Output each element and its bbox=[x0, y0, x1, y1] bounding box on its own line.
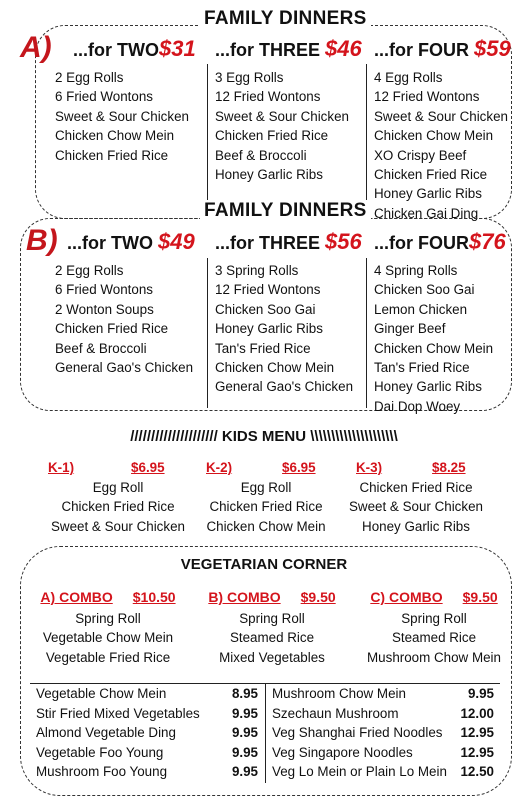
menu-item: 6 Fried Wontons bbox=[55, 89, 153, 105]
veg-name: Stir Fried Mixed Vegetables bbox=[36, 705, 200, 721]
kids-menu-header: ///////////////////// KIDS MENU \\\\\\\\\\\\\\\\\\\\\ bbox=[130, 428, 398, 445]
col-price: $49 bbox=[158, 229, 195, 254]
veg-row bbox=[36, 743, 258, 763]
menu-item: 12 Fried Wontons bbox=[215, 282, 321, 298]
kid-item: Honey Garlic Ribs bbox=[362, 518, 470, 534]
family-a-divider-2 bbox=[366, 64, 367, 214]
veg-row bbox=[272, 723, 494, 743]
veg-price: 9.95 bbox=[467, 686, 494, 701]
menu-item: Sweet & Sour Chicken bbox=[374, 108, 508, 124]
kid-price: $8.25 bbox=[432, 460, 466, 475]
menu-item: 4 Egg Rolls bbox=[374, 70, 443, 85]
col-label: ...for FOUR bbox=[374, 40, 469, 60]
veg-price: 8.95 bbox=[231, 686, 258, 701]
combo-item: Steamed Rice bbox=[229, 630, 315, 646]
col-price: $56 bbox=[325, 229, 362, 254]
veg-name: Szechaun Mushroom bbox=[272, 705, 399, 721]
veg-row bbox=[272, 684, 494, 704]
kid-item: Egg Roll bbox=[240, 480, 292, 495]
kid-item: Chicken Fried Rice bbox=[209, 499, 323, 515]
menu-item: 3 Egg Rolls bbox=[215, 70, 284, 85]
menu-item: Chicken Gai Ding bbox=[374, 205, 479, 221]
combo-item: Mushroom Chow Mein bbox=[367, 649, 501, 665]
combo-price: $10.50 bbox=[132, 589, 176, 605]
kid-code: K-3) bbox=[356, 460, 383, 475]
kid-price: $6.95 bbox=[282, 460, 316, 475]
menu-item: Chicken Fried Rice bbox=[55, 147, 169, 163]
kids-col-k2 bbox=[200, 460, 332, 536]
col-label: ...for TWO bbox=[73, 40, 159, 60]
kid-price: $6.95 bbox=[131, 460, 165, 475]
veg-price: 9.95 bbox=[231, 764, 258, 780]
menu-item: Honey Garlic Ribs bbox=[374, 379, 482, 395]
col-price: $76 bbox=[469, 229, 506, 254]
vegetarian-divider-vertical bbox=[265, 683, 266, 783]
menu-item: Honey Garlic Ribs bbox=[374, 186, 482, 202]
menu-item: Chicken Chow Mein bbox=[374, 340, 494, 356]
menu-item: Chicken Chow Mein bbox=[55, 128, 175, 144]
family-a-letter: A) bbox=[20, 31, 52, 64]
menu-item: General Gao's Chicken bbox=[55, 360, 194, 376]
family-a-divider-1 bbox=[207, 64, 208, 214]
menu-item: Sweet & Sour Chicken bbox=[55, 108, 189, 124]
veg-row bbox=[36, 704, 258, 724]
family-b-col-three bbox=[215, 229, 362, 397]
veg-name: Vegetable Foo Young bbox=[36, 744, 164, 760]
veg-name: Mushroom Foo Young bbox=[36, 764, 168, 780]
veg-row bbox=[272, 743, 494, 763]
combo-price: $9.50 bbox=[462, 589, 498, 605]
kids-col-k3 bbox=[344, 460, 488, 536]
combo-price: $9.50 bbox=[300, 589, 336, 605]
combo-name: A) COMBO bbox=[40, 589, 113, 605]
menu-item: Chicken Fried Rice bbox=[55, 321, 169, 337]
combo-item: Spring Roll bbox=[75, 611, 141, 626]
menu-item: Chicken Fried Rice bbox=[374, 167, 488, 183]
menu-item: Lemon Chicken bbox=[374, 301, 468, 317]
veg-name: Almond Vegetable Ding bbox=[36, 725, 176, 741]
col-price: $31 bbox=[158, 36, 196, 61]
veg-list-right bbox=[272, 684, 494, 782]
veg-row bbox=[36, 684, 258, 704]
veg-row bbox=[36, 723, 258, 743]
combo-item: Vegetable Chow Mein bbox=[42, 630, 174, 646]
veg-price: 12.95 bbox=[460, 725, 494, 741]
veg-combo-b bbox=[200, 589, 344, 667]
menu-item: Tan's Fried Rice bbox=[215, 340, 311, 356]
menu-item: 2 Egg Rolls bbox=[55, 70, 124, 85]
combo-item: Mixed Vegetables bbox=[219, 649, 325, 665]
menu-item: General Gao's Chicken bbox=[215, 379, 354, 395]
family-b-title: FAMILY DINNERS bbox=[200, 200, 371, 224]
kid-item: Chicken Fried Rice bbox=[61, 499, 175, 515]
veg-name: Mushroom Chow Mein bbox=[272, 686, 406, 701]
combo-name: B) COMBO bbox=[208, 589, 281, 605]
combo-item: Steamed Rice bbox=[391, 630, 477, 646]
veg-name: Veg Lo Mein or Plain Lo Mein bbox=[272, 764, 447, 780]
kid-item: Chicken Fried Rice bbox=[359, 480, 473, 495]
menu-item: 12 Fried Wontons bbox=[215, 89, 321, 105]
menu-item: Tan's Fried Rice bbox=[374, 360, 470, 376]
family-a-col-three bbox=[215, 36, 362, 184]
col-label: ...for THREE bbox=[215, 40, 321, 60]
menu-item: Beef & Broccoli bbox=[215, 147, 307, 163]
combo-item: Spring Roll bbox=[401, 611, 467, 626]
vegetarian-title: VEGETARIAN CORNER bbox=[180, 556, 348, 573]
menu-item: 2 Egg Rolls bbox=[55, 263, 124, 278]
combo-item: Spring Roll bbox=[239, 611, 305, 626]
col-label: ...for TWO bbox=[67, 233, 153, 253]
menu-item: Honey Garlic Ribs bbox=[215, 321, 323, 337]
family-a-title: FAMILY DINNERS bbox=[200, 8, 371, 32]
menu-item: Ginger Beef bbox=[374, 321, 446, 337]
family-a-col-two bbox=[55, 36, 196, 165]
col-label: ...for THREE bbox=[215, 233, 321, 253]
menu-item: 3 Spring Rolls bbox=[215, 263, 299, 278]
col-label: ...for FOUR bbox=[374, 233, 469, 253]
menu-item: Beef & Broccoli bbox=[55, 340, 147, 356]
kid-code: K-2) bbox=[206, 460, 233, 475]
kid-code: K-1) bbox=[48, 460, 75, 475]
menu-item: Chicken Chow Mein bbox=[374, 128, 494, 144]
veg-name: Veg Singapore Noodles bbox=[272, 744, 413, 760]
veg-price: 12.00 bbox=[460, 705, 494, 721]
veg-price: 9.95 bbox=[231, 744, 258, 760]
veg-combo-a bbox=[34, 589, 182, 667]
kid-item: Egg Roll bbox=[92, 480, 144, 495]
veg-price: 12.50 bbox=[460, 764, 494, 780]
combo-name: C) COMBO bbox=[370, 589, 443, 605]
family-b-col-two bbox=[55, 229, 195, 377]
family-b-col-four bbox=[374, 229, 506, 416]
menu-item: 6 Fried Wontons bbox=[55, 282, 153, 298]
menu-item: Dai Dop Woey bbox=[374, 398, 461, 414]
menu-item: 4 Spring Rolls bbox=[374, 263, 458, 278]
menu-item: Sweet & Sour Chicken bbox=[215, 108, 349, 124]
menu-item: 2 Wonton Soups bbox=[55, 301, 154, 317]
kid-item: Sweet & Sour Chicken bbox=[349, 499, 483, 515]
menu-item: XO Crispy Beef bbox=[374, 147, 467, 163]
veg-row bbox=[272, 762, 494, 782]
kid-item: Sweet & Sour Chicken bbox=[51, 518, 185, 534]
family-a-col-four bbox=[374, 36, 511, 223]
menu-item: Chicken Soo Gai bbox=[374, 282, 475, 298]
veg-price: 9.95 bbox=[231, 705, 258, 721]
menu-item: Chicken Soo Gai bbox=[215, 301, 316, 317]
veg-name: Vegetable Chow Mein bbox=[36, 686, 167, 701]
family-b-letter: B) bbox=[26, 224, 58, 257]
menu-item: Honey Garlic Ribs bbox=[215, 167, 323, 183]
kid-item: Chicken Chow Mein bbox=[206, 518, 326, 534]
veg-combo-c bbox=[362, 589, 506, 667]
col-price: $59 bbox=[474, 36, 511, 61]
veg-price: 12.95 bbox=[460, 744, 494, 760]
menu-item: Chicken Fried Rice bbox=[215, 128, 329, 144]
menu-item: 12 Fried Wontons bbox=[374, 89, 480, 105]
menu-item: Chicken Chow Mein bbox=[215, 360, 335, 376]
veg-row bbox=[36, 762, 258, 782]
veg-price: 9.95 bbox=[231, 725, 258, 741]
family-b-divider-1 bbox=[207, 258, 208, 408]
combo-item: Vegetable Fried Rice bbox=[45, 649, 171, 665]
veg-list-left bbox=[36, 684, 258, 782]
family-b-divider-2 bbox=[366, 258, 367, 408]
kids-col-k1 bbox=[48, 460, 188, 536]
veg-row bbox=[272, 704, 494, 724]
veg-name: Veg Shanghai Fried Noodles bbox=[272, 725, 443, 741]
col-price: $46 bbox=[325, 36, 362, 61]
